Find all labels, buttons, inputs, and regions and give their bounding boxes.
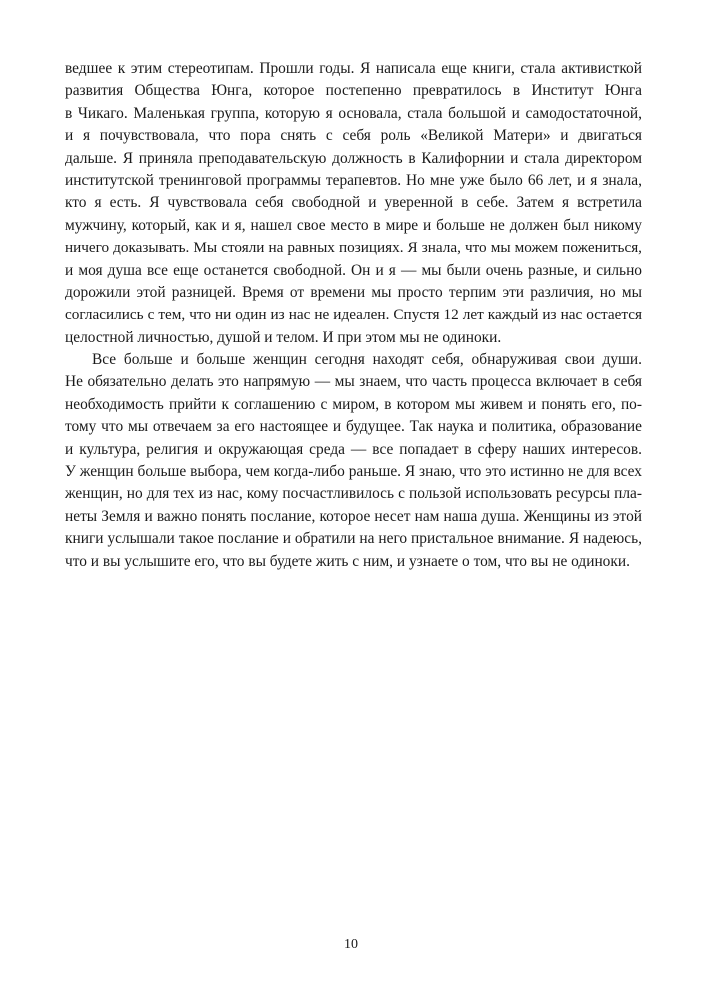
paragraph-1 — [65, 58, 642, 349]
text-line: неты Земля и важно понять послание, которое несет нам наша душа. Женщины из этой — [65, 507, 642, 525]
text-line: У женщин больше выбора, чем когда-либо раньше. Я знаю, что это истинно не для всех — [65, 463, 642, 481]
text-line: и я почувствовала, что пора снять с себя роль «Великой Матери» и двигаться — [65, 127, 642, 145]
text-line: мужчину, который, как и я, нашел свое место в мире и больше не должен был никому — [65, 216, 642, 234]
text-line: книги услышали такое послание и обратили на него пристальное внимание. Я надеюсь, — [65, 530, 642, 548]
text-line: дорожили этой разницей. Время от времени мы просто терпим эти различия, но мы — [65, 283, 642, 301]
text-line: кто я есть. Я чувствовала себя свободной и уверенной в себе. Затем я встретила — [65, 194, 642, 212]
text-line: дальше. Я приняла преподавательскую должность в Калифорнии и стала директором — [65, 149, 642, 167]
paragraph-2 — [65, 349, 642, 573]
text-line: и моя душа все еще останется свободной. Он и я — мы были очень разные, и сильно — [65, 261, 642, 279]
text-line: женщин, но для тех из нас, кому посчастливилось с пользой использовать ресурсы пла- — [65, 485, 642, 503]
text-line: Не обязательно делать это напрямую — мы знаем, что часть процесса включает в себя — [65, 373, 642, 391]
text-line: что и вы услышите его, что вы будете жить с ним, и узнаете о том, что вы не одиноки. — [65, 552, 630, 570]
text-line: Все больше и больше женщин сегодня находят себя, обнаруживая свои души. — [92, 351, 642, 369]
text-line: согласились с тем, что ни один из нас не идеален. Спустя 12 лет каждый из нас остается — [65, 306, 642, 324]
text-line: институтской тренинговой программы терапевтов. Но мне уже было 66 лет, и я знала, — [65, 171, 642, 189]
text-line: развития Общества Юнга, которое постепенно превратилось в Институт Юнга — [65, 82, 642, 100]
text-line: целостной личностью, душой и телом. И при этом мы не одиноки. — [65, 328, 502, 346]
text-line: необходимость прийти к соглашению с миром, в котором мы живем и понять его, по- — [65, 395, 642, 413]
text-line: ничего доказывать. Мы стояли на равных позициях. Я знала, что мы можем пожениться, — [65, 239, 642, 257]
book-page-body — [65, 58, 642, 573]
page-number: 10 — [344, 937, 358, 952]
text-line: ведшее к этим стереотипам. Прошли годы. Я написала еще книги, стала активисткой — [65, 60, 642, 77]
text-line: тому что мы отвечаем за его настоящее и будущее. Так наука и политика, образование — [65, 418, 642, 436]
text-line: в Чикаго. Маленькая группа, которую я основала, стала большой и самодостаточной, — [65, 104, 642, 122]
text-line: и культура, религия и окружающая среда — все попадает в сферу наших интересов. — [65, 440, 642, 458]
